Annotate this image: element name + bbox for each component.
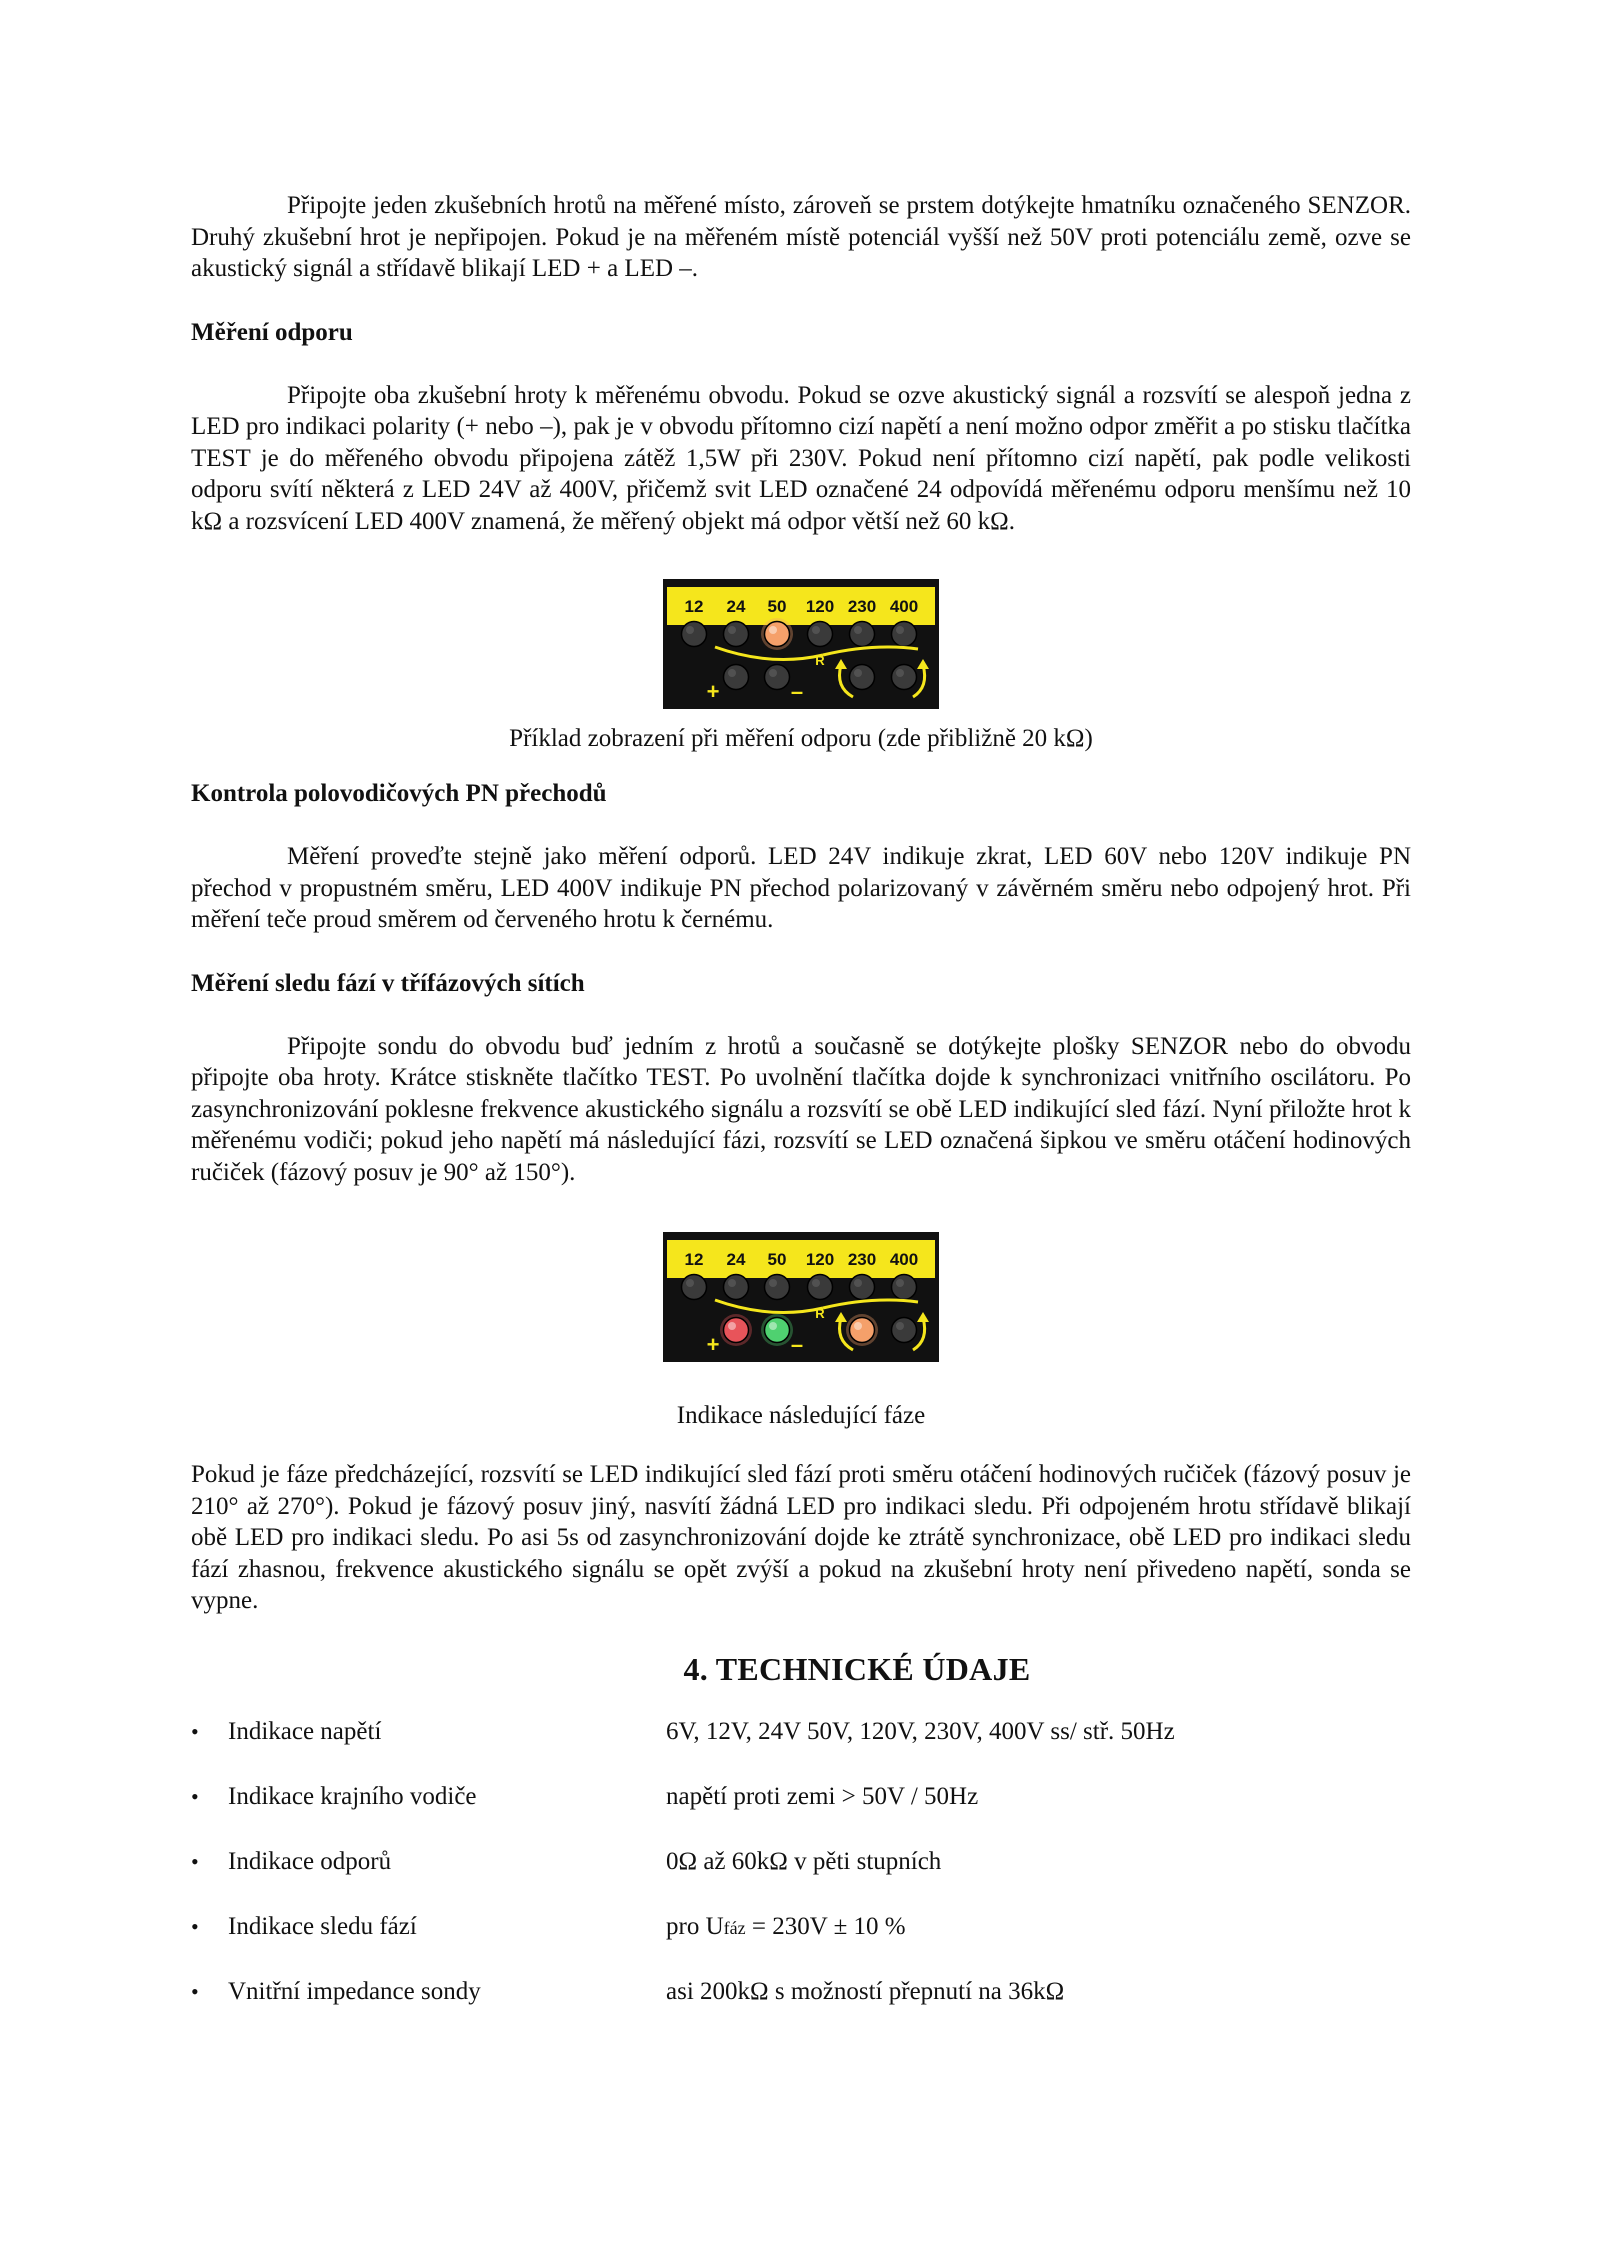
minus-label: –	[790, 1332, 804, 1357]
r-label: R	[815, 1306, 825, 1321]
spec-label: Indikace krajního vodiče	[228, 1782, 477, 1810]
bullet-icon: •	[191, 1848, 199, 1874]
voltage-label: 400	[889, 1250, 919, 1269]
spec-row	[191, 1781, 1411, 1846]
led-indicator-icon	[892, 622, 917, 647]
closing-paragraph: Pokud je fáze předcházející, rozsvítí se LED indikující sled fází proti směru otáčení hodinových ručiček (fázový posuv je 210° až 270°). Pokud je fázový posuv jiný, nasvítí žádná LED pro indikaci sledu. Při odpojeném hrotu střídavě blikají obě LED pro indikaci sledu. Po asi 5s od zasynchronizování dojde ke ztrátě synchronizace, obě LED pro indikaci sledu fází zhasnou, frekvence akustického signálu se opět zvýší a pokud na zkušební hroty není přivedeno napětí, sonda se vypne.	[191, 1461, 1411, 1614]
led-indicator-icon	[724, 665, 749, 690]
section-heading-phase-sequence: Měření sledu fází v třífázových sítích	[191, 969, 585, 997]
spec-row	[191, 1976, 1411, 2041]
led-indicator-icon	[720, 1314, 752, 1346]
document-page	[191, 190, 1411, 2041]
led-indicator-icon	[892, 665, 917, 690]
figure-caption-resistance: Příklad zobrazení při měření odporu (zde přibližně 20 kΩ)	[509, 725, 1093, 752]
voltage-label: 120	[805, 597, 835, 616]
voltage-label: 24	[726, 597, 746, 616]
spec-row	[191, 1911, 1411, 1976]
figure-phase	[191, 1232, 1411, 1362]
section-title-technical-data: 4. TECHNICKÉ ÚDAJE	[683, 1650, 1031, 1687]
led-indicator-icon	[724, 622, 749, 647]
spec-value: 6V, 12V, 24V 50V, 120V, 230V, 400V ss/ stř. 50Hz	[666, 1717, 1175, 1745]
voltage-label: 120	[805, 1250, 835, 1269]
bullet-icon: •	[191, 1913, 199, 1939]
spec-label: Indikace napětí	[228, 1717, 382, 1745]
spec-value	[666, 1911, 906, 1944]
led-indicator-icon	[761, 1314, 793, 1346]
voltage-label: 12	[684, 597, 704, 616]
spec-row	[191, 1716, 1411, 1781]
led-panel-resistance	[663, 579, 939, 709]
voltage-label: 400	[889, 597, 919, 616]
led-indicator-icon	[724, 1275, 749, 1300]
spec-value: napětí proti zemi > 50V / 50Hz	[666, 1782, 979, 1810]
spec-value-prefix: pro U	[666, 1912, 724, 1940]
voltage-label: 230	[847, 1250, 877, 1269]
led-indicator-icon	[892, 1275, 917, 1300]
intro-paragraph: Připojte jeden zkušebních hrotů na měřené místo, zároveň se prstem dotýkejte hmatníku označeného SENZOR. Druhý zkušební hrot je nepřipojen. Pokud je na měřeném místě potenciál vyšší než 50V proti potenciálu země, ozve se akustický signál a střídavě blikají LED + a LED –.	[191, 192, 1411, 282]
r-label: R	[815, 653, 825, 668]
led-indicator-icon	[850, 622, 875, 647]
voltage-label: 50	[767, 1250, 787, 1269]
resistance-paragraph: Připojte oba zkušební hroty k měřenému obvodu. Pokud se ozve akustický signál a rozsvítí se alespoň jedna z LED pro indikaci polarity (+ nebo –), pak je v obvodu přítomno cizí napětí a není možno odpor změřit a po stisku tlačítka TEST je do měřeného obvodu připojena zátěž 1,5W při 230V. Pokud není přítomno cizí napětí, pak podle velikosti odporu svítí některá z LED 24V až 400V, přičemž svit LED označené 24 odpovídá měřenému odporu menšímu než 10 kΩ a rozsvícení LED 400V znamená, že měřený objekt má odpor větší než 60 kΩ.	[191, 381, 1411, 535]
bullet-icon: •	[191, 1978, 199, 2004]
led-indicator-icon	[850, 665, 875, 690]
led-panel-phase	[663, 1232, 939, 1362]
minus-label: –	[790, 679, 804, 704]
phase-sequence-paragraph: Připojte sondu do obvodu buď jedním z hrotů a současně se dotýkejte plošky SENZOR nebo do obvodu připojte oba hroty. Krátce stiskněte tlačítko TEST. Po uvolnění tlačítka dojde k synchronizaci vnitřního oscilátoru. Po zasynchronizování poklesne frekvence akustického signálu a rozsvítí se obě LED indikující sled fází. Nyní přiložte hrot k měřenému vodiči; pokud jeho napětí má následující fázi, rozsvítí se LED označená šipkou ve směru otáčení hodinových ručiček (fázový posuv je 90° až 150°).	[191, 1032, 1411, 1186]
bullet-icon: •	[191, 1718, 199, 1744]
led-indicator-icon	[808, 622, 833, 647]
figure-caption-phase: Indikace následující fáze	[676, 1402, 926, 1429]
spec-value: 0Ω až 60kΩ v pěti stupních	[666, 1847, 942, 1875]
voltage-label: 230	[847, 597, 877, 616]
led-indicator-icon	[808, 1275, 833, 1300]
led-indicator-icon	[850, 1275, 875, 1300]
led-indicator-icon	[682, 622, 707, 647]
spec-value-suffix: = 230V ± 10 %	[745, 1912, 906, 1940]
led-indicator-icon	[761, 618, 793, 650]
figure-resistance	[191, 579, 1411, 709]
pn-junction-paragraph: Měření proveďte stejně jako měření odporů. LED 24V indikuje zkrat, LED 60V nebo 120V indikuje PN přechod v propustném směru, LED 400V indikuje PN přechod polarizovaný v závěrném směru nebo odpojený hrot. Při měření teče proud směrem od červeného hrotu k černému.	[191, 843, 1411, 933]
spec-list	[191, 1716, 1411, 2041]
spec-label: Vnitřní impedance sondy	[228, 1977, 481, 2005]
led-indicator-icon	[892, 1318, 917, 1343]
voltage-label: 24	[726, 1250, 746, 1269]
section-heading-resistance: Měření odporu	[191, 318, 353, 346]
voltage-label: 50	[767, 597, 787, 616]
spec-value: asi 200kΩ s možností přepnutí na 36kΩ	[666, 1977, 1065, 2005]
led-indicator-icon	[765, 1275, 790, 1300]
spec-value-subscript: fáz	[723, 1917, 746, 1938]
spec-label: Indikace sledu fází	[228, 1912, 417, 1940]
plus-label: +	[706, 1332, 720, 1357]
plus-label: +	[706, 679, 720, 704]
led-indicator-icon	[765, 665, 790, 690]
voltage-label: 12	[684, 1250, 704, 1269]
spec-label: Indikace odporů	[228, 1847, 392, 1875]
led-indicator-icon	[846, 1314, 878, 1346]
led-indicator-icon	[682, 1275, 707, 1300]
spec-row	[191, 1846, 1411, 1911]
bullet-icon: •	[191, 1783, 199, 1809]
section-heading-pn-junction: Kontrola polovodičových PN přechodů	[191, 780, 607, 807]
